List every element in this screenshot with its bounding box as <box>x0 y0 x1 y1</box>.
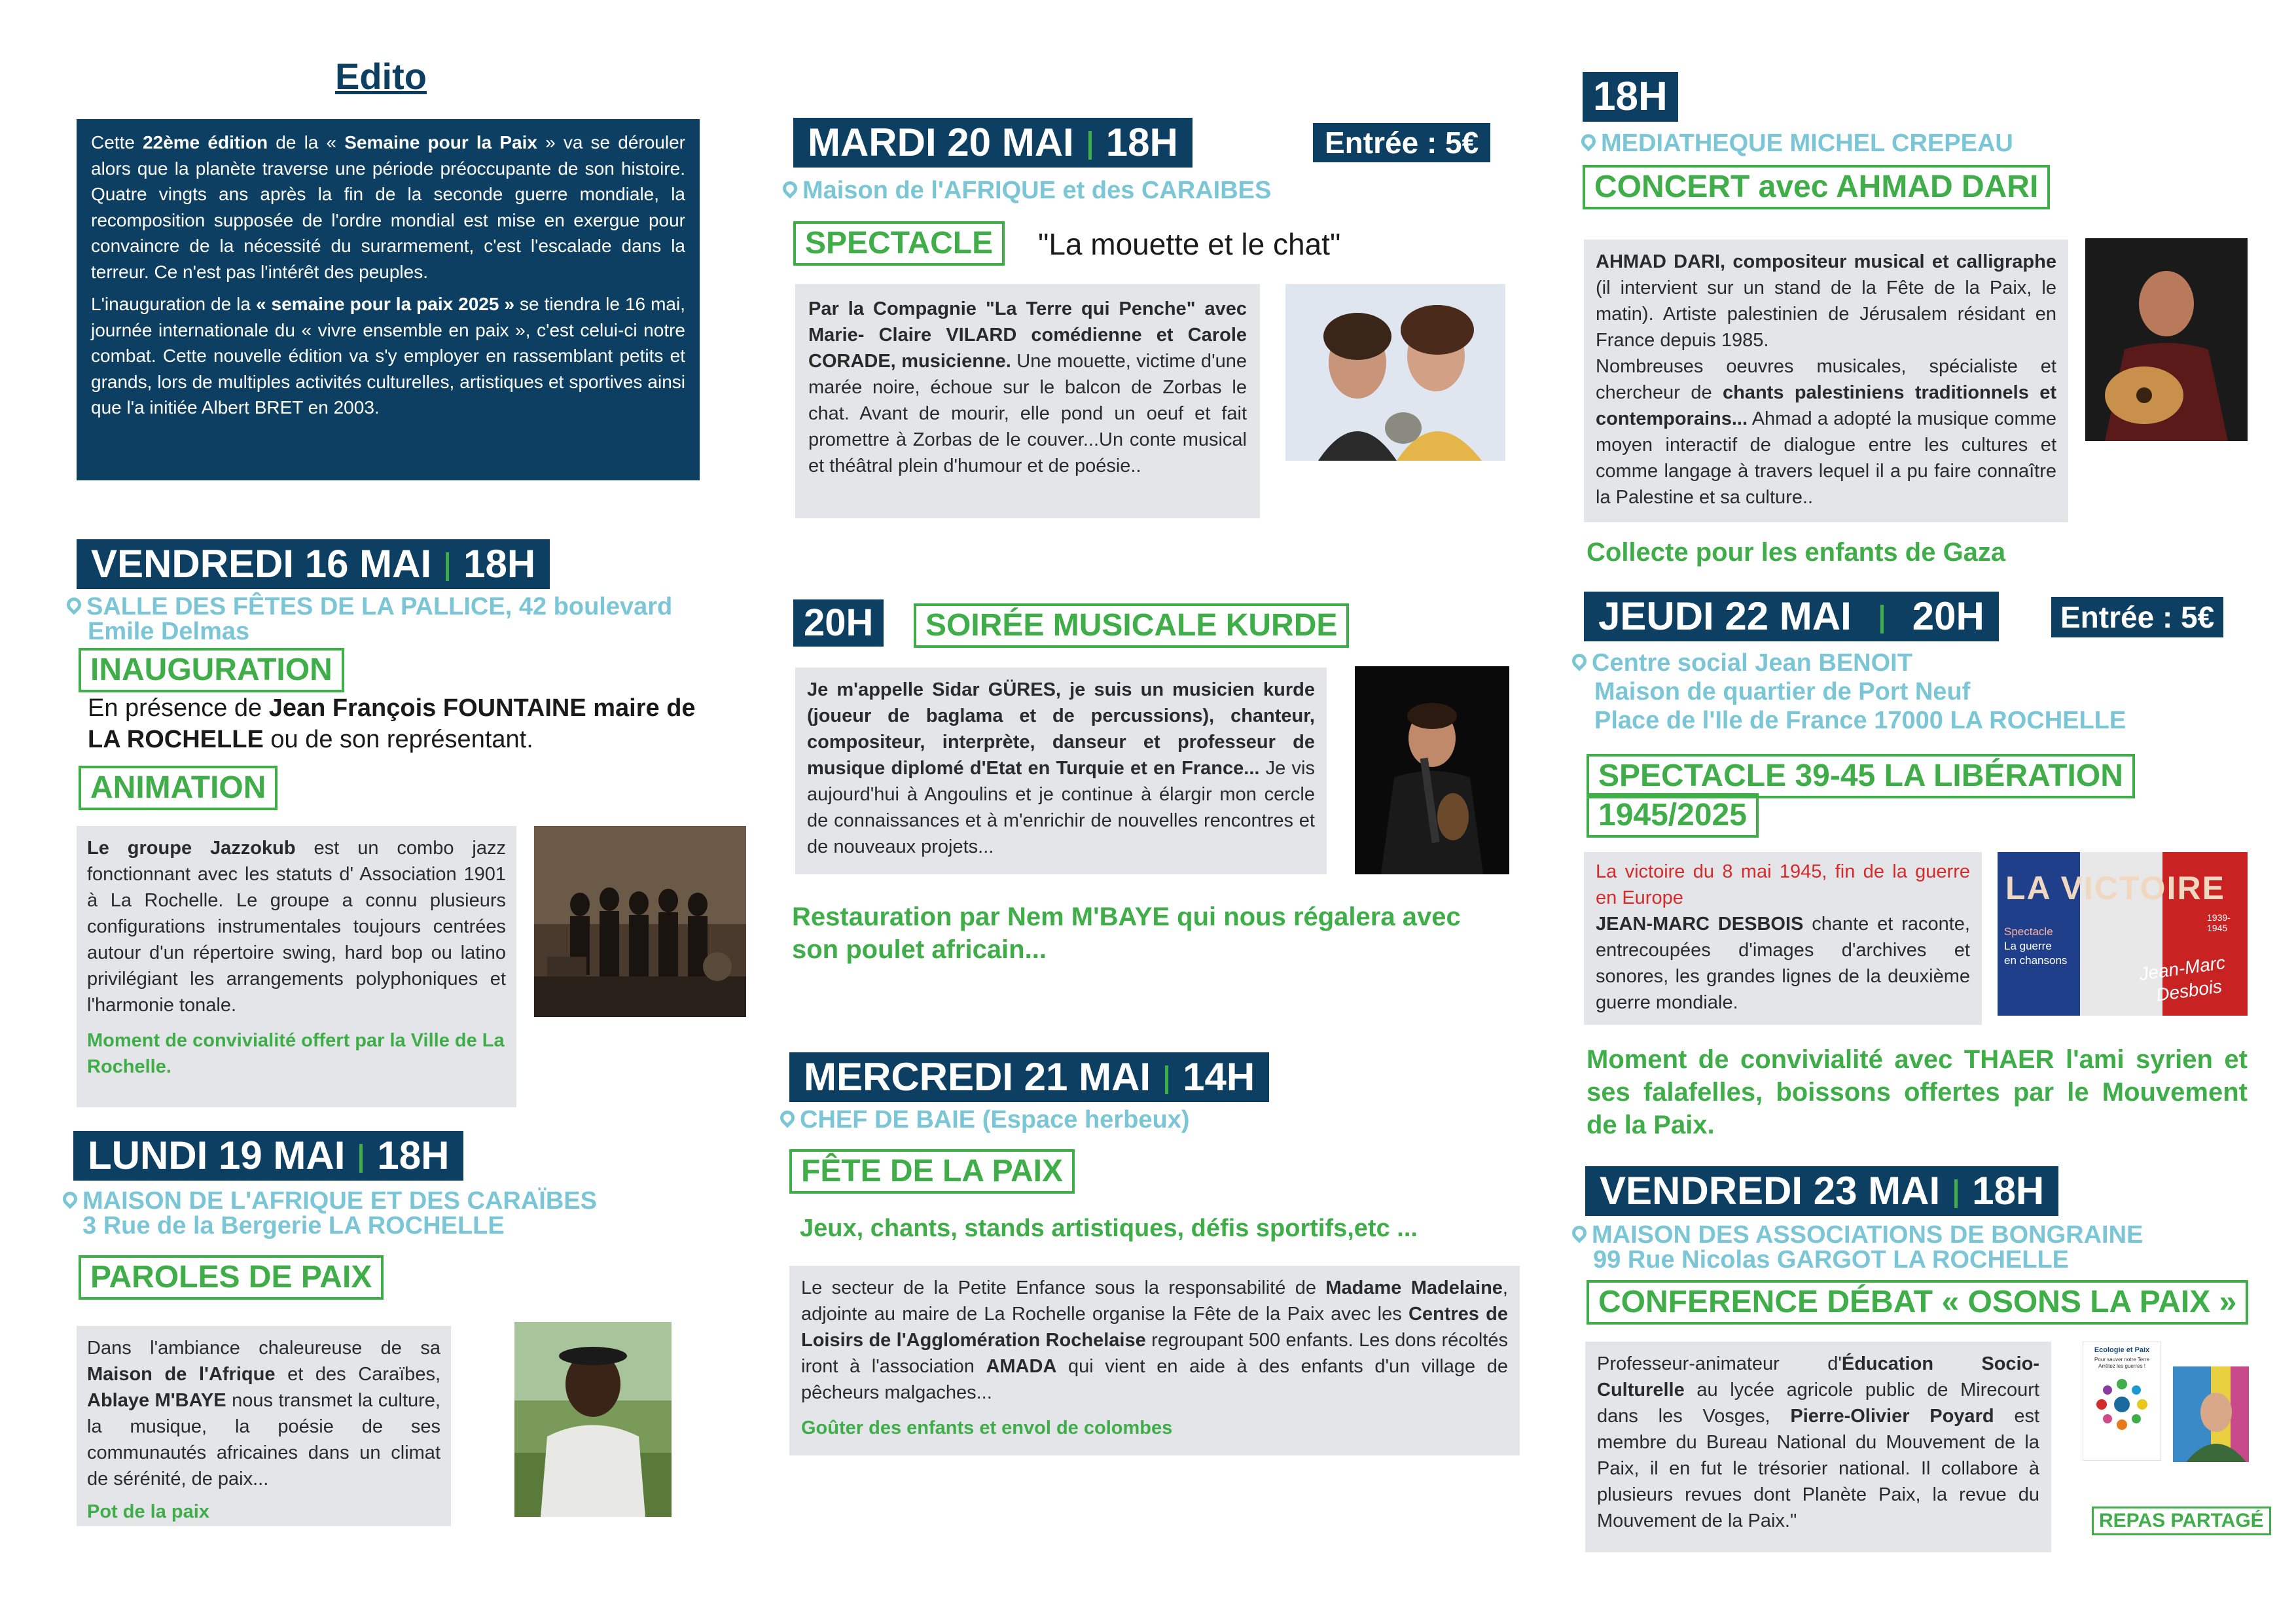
poyard-box: Professeur-animateur d'Éducation Socio-Culturelle au lycée agricole public de Mirecourt dans les Vosges, Pierre-Olivier Poyard est membre du Bureau National du Mouvement de la Paix, il en fut le trésorier national. Il collabore à plusieurs revues dont Planète Paix, la revue du Mouvement de la Paix." <box>1585 1342 2051 1552</box>
day-header-mardi-20: MARDI 20 MAI 18H <box>793 118 1193 168</box>
edito-paragraph-2: L'inauguration de la « semaine pour la paix 2025 » se tiendra le 16 mai, journée internationale du « vivre ensemble en paix », c'est celui-ci notre combat. Cette nouvelle édition va s'y employer en rassemblant petits et grands, lors de multiples activités culturelles, artistiques et sportives ainsi que l'a initiée Albert BRET en 2003. <box>91 294 685 418</box>
label-paroles-de-paix: PAROLES DE PAIX <box>79 1255 384 1300</box>
map-pin-icon <box>60 1188 80 1209</box>
location-vendredi-23-line2: 99 Rue Nicolas GARGOT LA ROCHELLE <box>1593 1246 2070 1274</box>
day-header-lundi-19: LUNDI 19 MAI 18H <box>73 1131 463 1181</box>
edito-paragraph-1: Cette 22ème édition de la « Semaine pour la Paix » va se dérouler alors que la planète traverse une période préoccupante de son histoire. Quatre vingts ans après la fin de la seconde guerre mondiale, la recomposition supposée de l'ordre mondial est mise en exergue pour convaincre de la nécessité du surarmement, c'est l'escalade dans la terreur. Ce n'est pas l'intérêt des peuples. <box>91 132 685 282</box>
map-pin-icon <box>1578 131 1598 151</box>
day-header-vendredi-16: VENDREDI 16 MAI 18H <box>77 539 550 589</box>
label-spectacle-liberation: SPECTACLE 39-45 LA LIBÉRATION <box>1587 754 2135 798</box>
location-jeudi-22-line2: Maison de quartier de Port Neuf <box>1594 678 1971 705</box>
edito-box <box>77 119 700 480</box>
poster-subtitle-1: Spectacle <box>2004 925 2053 938</box>
label-spectacle: SPECTACLE <box>793 221 1005 266</box>
label-soiree-kurde: SOIRÉE MUSICALE KURDE <box>914 603 1349 648</box>
poster-subtitle-3: en chansons <box>2004 954 2068 967</box>
presence-text: En présence de Jean François FOUNTAINE maire de LA ROCHELLE ou de son représentant. <box>88 694 696 753</box>
poster-years: 1939-1945 <box>2207 912 2231 933</box>
map-pin-icon <box>780 178 800 198</box>
ahmad-box: AHMAD DARI, compositeur musical et calligraphe (il intervient sur un stand de la Fête de la Paix, le matin). Artiste palestinien de Jérusalem résidant en France depuis 1985. Nombreuses oeuvres musicales, spécialiste et chercheur de chants palestiniens traditionnels et contemporains... Ahmad a adopté la musique comme moyen interactif de dialogue entre les cultures et comme langage à travers lequel il a pu faire connaître la Palestine et sa culture.. <box>1584 240 2068 522</box>
day-header-mercredi-21: MERCREDI 21 MAI 14H <box>789 1052 1269 1102</box>
entree-jeudi-22: Entrée : 5€ <box>2051 597 2223 637</box>
map-pin-icon <box>1569 1222 1589 1243</box>
poster-name-1: Jean-Marc <box>2138 952 2227 985</box>
paroles-box: Dans l'ambiance chaleureuse de sa Maison de l'Afrique et des Caraïbes, Ablaye M'BAYE nous transmet la culture, la musique, la poésie de ses communautés africaines dans un climat de sérénité, de paix... Pot de la paix <box>77 1326 451 1526</box>
poster-subtitle-2: La guerre <box>2004 940 2052 952</box>
location-vendredi-16: SALLE DES FÊTES DE LA PALLICE, 42 boulevard <box>67 593 672 620</box>
fete-activities: Jeux, chants, stands artistiques, défis sportifs,etc ... <box>800 1215 1418 1242</box>
restauration-text: Restauration par Nem M'BAYE qui nous régalera avec son poulet africain... <box>792 902 1461 964</box>
pot-de-la-paix: Pot de la paix <box>87 1501 209 1522</box>
convivialite-vendredi-16: Moment de convivialité offert par la Ville de La Rochelle. <box>87 1030 505 1077</box>
label-inauguration: INAUGURATION <box>79 648 344 692</box>
collecte-gaza: Collecte pour les enfants de Gaza <box>1587 538 2006 567</box>
poster-title: LA VICTOIRE <box>2005 870 2225 906</box>
spectacle-photo <box>1285 284 1505 461</box>
map-pin-icon <box>1569 651 1589 671</box>
location-vendredi-16-line2: Emile Delmas <box>88 618 250 645</box>
mediatheque-time: 18H <box>1583 72 1678 122</box>
book-title-2: Pour sauver notre Terre <box>2094 1357 2149 1363</box>
label-spectacle-liberation-years: 1945/2025 <box>1587 793 1759 838</box>
poyard-photo <box>2173 1366 2249 1462</box>
kurde-box: Je m'appelle Sidar GÜRES, je suis un musicien kurde (joueur de baglama et de percussions), chanteur, compositeur, interprète, danseur et professeur de musique diplomé d'Etat en Turquie et en France... Je vis aujourd'hui à Angoulins et je continue à élargir mon cercle de connaissances et à m'enrichir de nouvelles rencontres et de nouveaux projets... <box>795 668 1327 874</box>
poster-name-2: Desbois <box>2155 976 2223 1005</box>
book-title-3: Arrêtez les guerres ! <box>2098 1363 2146 1369</box>
day-header-jeudi-22: JEUDI 22 MAI 20H <box>1584 592 1999 641</box>
convivialite-jeudi-22: Moment de convivialité avec THAER l'ami syrien et ses falafelles, boissons offertes par le Mouvement de la Paix. <box>1587 1045 2248 1139</box>
la-victoire-poster <box>1998 852 2248 1016</box>
sidar-photo <box>1355 666 1509 874</box>
jazzokub-box: Le groupe Jazzokub est un combo jazz fonctionnant avec les statuts d' Association 1901 à La Rochelle. Le groupe a connu plusieurs configurations instrumentales toujours centrées autour d'un répertoire swing, hard bop ou latino privilégiant les arrangements polyphoniques et l'harmonie tonale. Moment de convivialité offert par la Ville de La Rochelle. <box>77 826 516 1107</box>
book-logo-icon <box>2092 1375 2151 1434</box>
label-repas-partage: REPAS PARTAGÉ <box>2092 1507 2271 1535</box>
ablaye-photo <box>514 1322 672 1517</box>
fete-box: Le secteur de la Petite Enfance sous la responsabilité de Madame Madelaine, adjointe au maire de La Rochelle organise la Fête de la Paix avec les Centres de Loisirs de l'Agglomération Rochelaise regroupant 500 enfants. Les dons récoltés iront à l'association AMADA qui vient en aide à des enfants d'un village de pêcheurs malgaches... Goûter des enfants et envol de colombes <box>789 1266 1520 1455</box>
mouette-box: Par la Compagnie "La Terre qui Penche" avec Marie- Claire VILARD comédienne et Carole CORADE, musicienne. Une mouette, victime d'une marée noire, échoue sur le balcon de Zorbas le chat. Avant de mourir, elle pond un oeuf et fait promettre à Zorbas de le couver...Un conte musical et théâtral plein d'humour et de poésie.. <box>795 284 1260 518</box>
map-pin-icon <box>63 594 84 615</box>
desbois-box: La victoire du 8 mai 1945, fin de la guerre en Europe JEAN-MARC DESBOIS chante et raconte, entrecoupées d'images d'archives et sonores, les grandes lignes de la deuxième guerre mondiale. <box>1584 852 1982 1025</box>
jazz-band-photo <box>534 826 746 1017</box>
day-header-vendredi-23: VENDREDI 23 MAI 18H <box>1585 1166 2058 1216</box>
entree-mardi-20: Entrée : 5€ <box>1313 123 1490 162</box>
book-cover <box>2083 1342 2161 1461</box>
ahmad-photo <box>2085 238 2248 441</box>
label-conference: CONFERENCE DÉBAT « OSONS LA PAIX » <box>1587 1280 2248 1325</box>
label-animation: ANIMATION <box>79 766 278 810</box>
location-mediatheque: MEDIATHEQUE MICHEL CREPEAU <box>1581 130 2013 157</box>
gouter-text: Goûter des enfants et envol de colombes <box>801 1418 1173 1438</box>
soiree-time: 20H <box>793 599 884 647</box>
location-lundi-19: MAISON DE L'AFRIQUE ET DES CARAÏBES <box>63 1187 597 1215</box>
book-title-1: Ecologie et Paix <box>2094 1346 2150 1354</box>
location-jeudi-22: Centre social Jean BENOIT <box>1572 649 1912 677</box>
spectacle-title: "La mouette et le chat" <box>1038 227 1341 261</box>
location-mercredi-21: CHEF DE BAIE (Espace herbeux) <box>780 1106 1189 1133</box>
location-jeudi-22-line3: Place de l'Ile de France 17000 LA ROCHELLE <box>1594 707 2126 734</box>
location-mardi-20: Maison de l'AFRIQUE et des CARAIBES <box>783 177 1271 204</box>
location-vendredi-23: MAISON DES ASSOCIATIONS DE BONGRAINE <box>1572 1221 2143 1249</box>
label-fete-de-la-paix: FÊTE DE LA PAIX <box>789 1149 1075 1194</box>
label-concert-ahmad: CONCERT avec AHMAD DARI <box>1583 165 2050 209</box>
map-pin-icon <box>777 1107 797 1128</box>
location-lundi-19-line2: 3 Rue de la Bergerie LA ROCHELLE <box>82 1212 505 1240</box>
edito-title: Edito <box>335 56 427 97</box>
